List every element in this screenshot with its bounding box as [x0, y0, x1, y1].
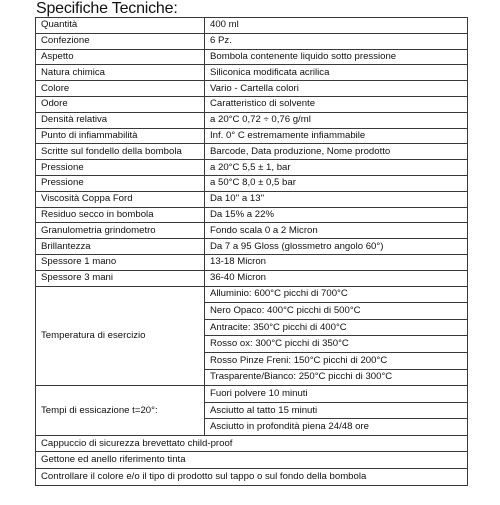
temperature-value: Trasparente/Bianco: 250°C picchi di 300°C	[205, 369, 468, 386]
table-row	[36, 112, 468, 128]
drying-label: Tempi di essicazione t=20°:	[36, 386, 205, 436]
table-row	[36, 49, 468, 65]
row-value: Da 7 a 95 Gloss (glossmetro angolo 60°)	[205, 239, 468, 255]
drying-row	[36, 386, 468, 403]
temperature-value: Alluminio: 600°C picchi di 700°C	[205, 286, 468, 303]
row-value: 6 Pz.	[205, 33, 468, 49]
row-label: Punto di infiammabilità	[36, 128, 205, 144]
spec-table	[35, 17, 468, 486]
row-label: Pressione	[36, 175, 205, 191]
note-text: Controllare il colore e/o il tipo di prodotto sul tappo o sul fondo della bombola	[36, 469, 468, 486]
row-value: Da 15% a 22%	[205, 207, 468, 223]
row-value: a 20°C 5,5 ± 1, bar	[205, 160, 468, 176]
table-row	[36, 18, 468, 34]
row-value: Siliconica modificata acrilica	[205, 65, 468, 81]
table-row	[36, 175, 468, 191]
row-label: Scritte sul fondello della bombola	[36, 144, 205, 160]
row-value: 400 ml	[205, 18, 468, 34]
table-row	[36, 160, 468, 176]
row-label: Granulometria grindometro	[36, 223, 205, 239]
temperature-row	[36, 286, 468, 303]
temperature-value: Nero Opaco: 400°C picchi di 500°C	[205, 303, 468, 320]
row-label: Spessore 1 mano	[36, 254, 205, 270]
row-value: a 20°C 0,72 ÷ 0,76 g/ml	[205, 112, 468, 128]
table-row	[36, 65, 468, 81]
table-row	[36, 96, 468, 112]
row-value: Caratteristico di solvente	[205, 96, 468, 112]
row-value: Fondo scala 0 a 2 Micron	[205, 223, 468, 239]
row-label: Confezione	[36, 33, 205, 49]
page-title: Specifiche Tecniche:	[36, 0, 178, 17]
row-label: Aspetto	[36, 49, 205, 65]
temperature-label: Temperatura di esercizio	[36, 286, 205, 386]
row-label: Colore	[36, 81, 205, 97]
table-row	[36, 254, 468, 270]
row-value: 36-40 Micron	[205, 270, 468, 286]
table-row	[36, 128, 468, 144]
row-label: Spessore 3 mani	[36, 270, 205, 286]
temperature-value: Rosso Pinze Freni: 150°C picchi di 200°C	[205, 352, 468, 369]
temperature-value: Antracite: 350°C picchi di 400°C	[205, 319, 468, 336]
note-row	[36, 469, 468, 486]
table-row	[36, 239, 468, 255]
drying-value: Asciutto al tatto 15 minuti	[205, 402, 468, 419]
row-value: Da 10'' a 13''	[205, 191, 468, 207]
row-label: Brillantezza	[36, 239, 205, 255]
drying-value: Fuori polvere 10 minuti	[205, 386, 468, 403]
table-row	[36, 81, 468, 97]
row-value: Barcode, Data produzione, Nome prodotto	[205, 144, 468, 160]
temperature-value: Rosso ox: 300°C picchi di 350°C	[205, 336, 468, 353]
row-label: Residuo secco in bombola	[36, 207, 205, 223]
table-row	[36, 33, 468, 49]
row-label: Odore	[36, 96, 205, 112]
row-label: Densità relativa	[36, 112, 205, 128]
row-value: a 50°C 8,0 ± 0,5 bar	[205, 175, 468, 191]
row-label: Pressione	[36, 160, 205, 176]
table-row	[36, 191, 468, 207]
table-row	[36, 223, 468, 239]
row-label: Quantità	[36, 18, 205, 34]
row-value: Inf. 0° C estremamente infiammabile	[205, 128, 468, 144]
row-value: 13-18 Micron	[205, 254, 468, 270]
table-row	[36, 144, 468, 160]
note-text: Cappuccio di sicurezza brevettato child-proof	[36, 435, 468, 452]
note-row	[36, 435, 468, 452]
note-text: Gettone ed anello riferimento tinta	[36, 452, 468, 469]
table-row	[36, 270, 468, 286]
row-label: Viscosità Coppa Ford	[36, 191, 205, 207]
drying-value: Asciutto in profondità piena 24/48 ore	[205, 419, 468, 436]
row-value: Vario - Cartella colori	[205, 81, 468, 97]
table-row	[36, 207, 468, 223]
note-row	[36, 452, 468, 469]
row-label: Natura chimica	[36, 65, 205, 81]
row-value: Bombola contenente liquido sotto pressione	[205, 49, 468, 65]
